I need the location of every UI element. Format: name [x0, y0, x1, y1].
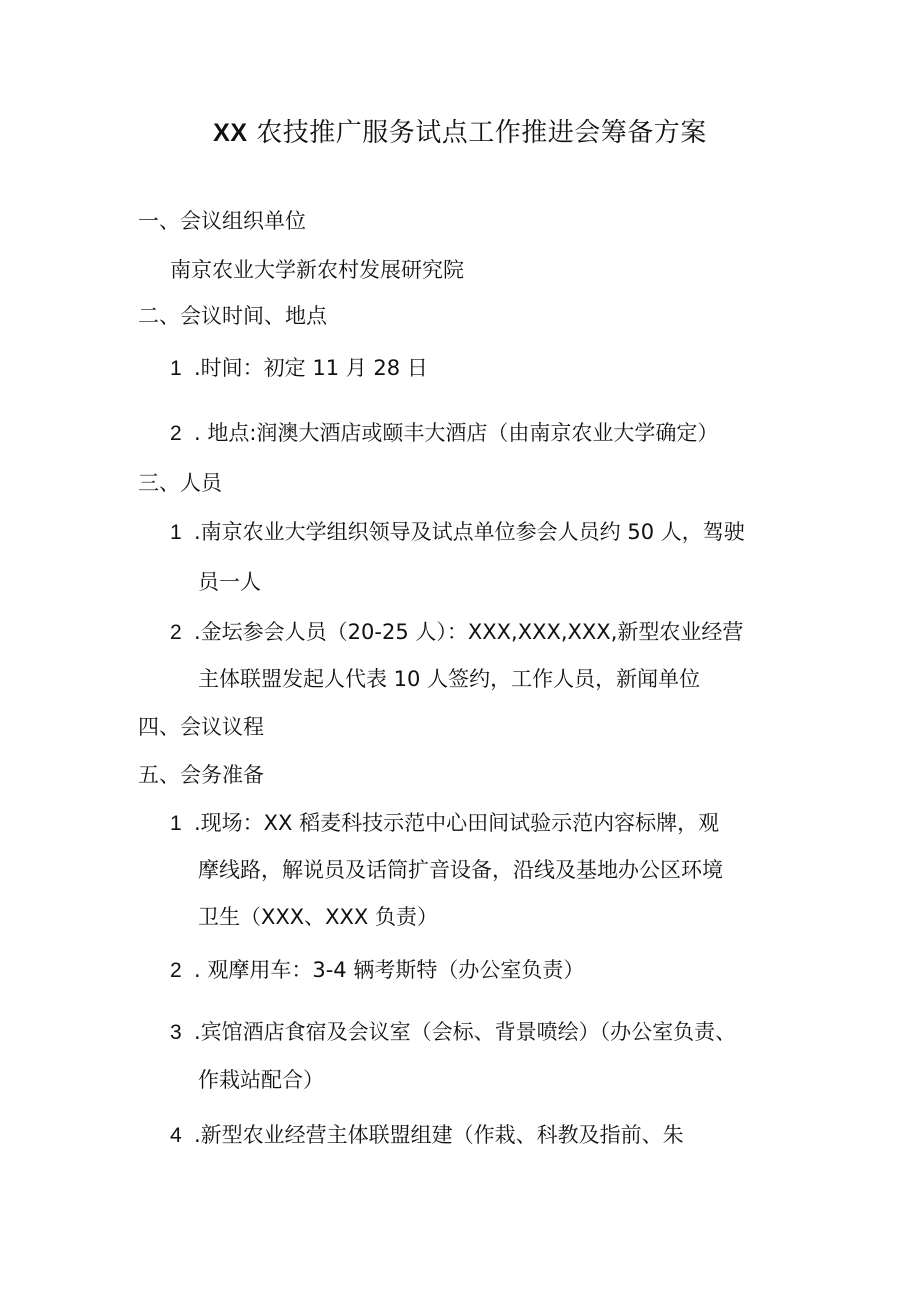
section-heading-preparation: 五、会务准备 — [138, 763, 264, 787]
list-item-personnel-2-continued: 主体联盟发起人代表 10 人签约，工作人员，新闻单位 — [198, 667, 701, 691]
item-text: . 观摩用车：3-4 辆考斯特（办公室负责） — [194, 958, 585, 982]
item-text: .金坛参会人员（20-25 人）：XXX,XXX,XXX,新型农业经营 — [194, 620, 744, 644]
title-main: 农技推广服务试点工作推进会筹备方案 — [256, 118, 707, 148]
item-text: .现场：XX 稻麦科技示范中心田间试验示范内容标牌，观 — [194, 811, 720, 835]
section-heading-time-place: 二、会议时间、地点 — [138, 304, 327, 328]
list-item-preparation-3 — [170, 1017, 736, 1048]
section-heading-agenda: 四、会议议程 — [138, 715, 264, 739]
item-number: 1 — [170, 357, 182, 380]
item-text: .南京农业大学组织领导及试点单位参会人员约 50 人，驾驶 — [194, 520, 745, 544]
item-number: 4 — [170, 1124, 182, 1147]
list-item-preparation-3-continued: 作栽站配合） — [198, 1068, 324, 1092]
item-text: .宾馆酒店食宿及会议室（会标、背景喷绘）（办公室负责、 — [194, 1020, 737, 1044]
list-item-preparation-1-continued-2: 卫生（XXX、XXX 负责） — [198, 905, 438, 929]
title-prefix: XX — [213, 119, 248, 147]
list-item-preparation-1 — [170, 808, 719, 839]
list-item-personnel-1 — [170, 517, 745, 548]
item-number: 1 — [170, 521, 182, 544]
organizer-name: 南京农业大学新农村发展研究院 — [170, 258, 464, 282]
item-number: 2 — [170, 621, 182, 644]
list-item-preparation-4 — [170, 1120, 684, 1151]
list-item-time — [170, 353, 428, 384]
item-number: 2 — [170, 422, 182, 445]
item-number: 1 — [170, 812, 182, 835]
list-item-personnel-2 — [170, 617, 743, 648]
document-title — [0, 112, 920, 149]
item-text: . 地点:润澳大酒店或颐丰大酒店（由南京农业大学确定） — [194, 421, 719, 445]
list-item-place — [170, 418, 718, 449]
list-item-personnel-1-continued: 员一人 — [198, 570, 261, 594]
section-heading-personnel: 三、人员 — [138, 471, 222, 495]
item-number: 2 — [170, 959, 182, 982]
item-number: 3 — [170, 1021, 182, 1044]
list-item-preparation-1-continued: 摩线路，解说员及话筒扩音设备，沿线及基地办公区环境 — [198, 858, 723, 882]
list-item-preparation-2 — [170, 955, 584, 986]
section-heading-organizer: 一、会议组织单位 — [138, 209, 306, 233]
item-text: .新型农业经营主体联盟组建（作栽、科教及指前、朱 — [194, 1123, 684, 1147]
item-text: .时间：初定 11 月 28 日 — [194, 356, 428, 380]
